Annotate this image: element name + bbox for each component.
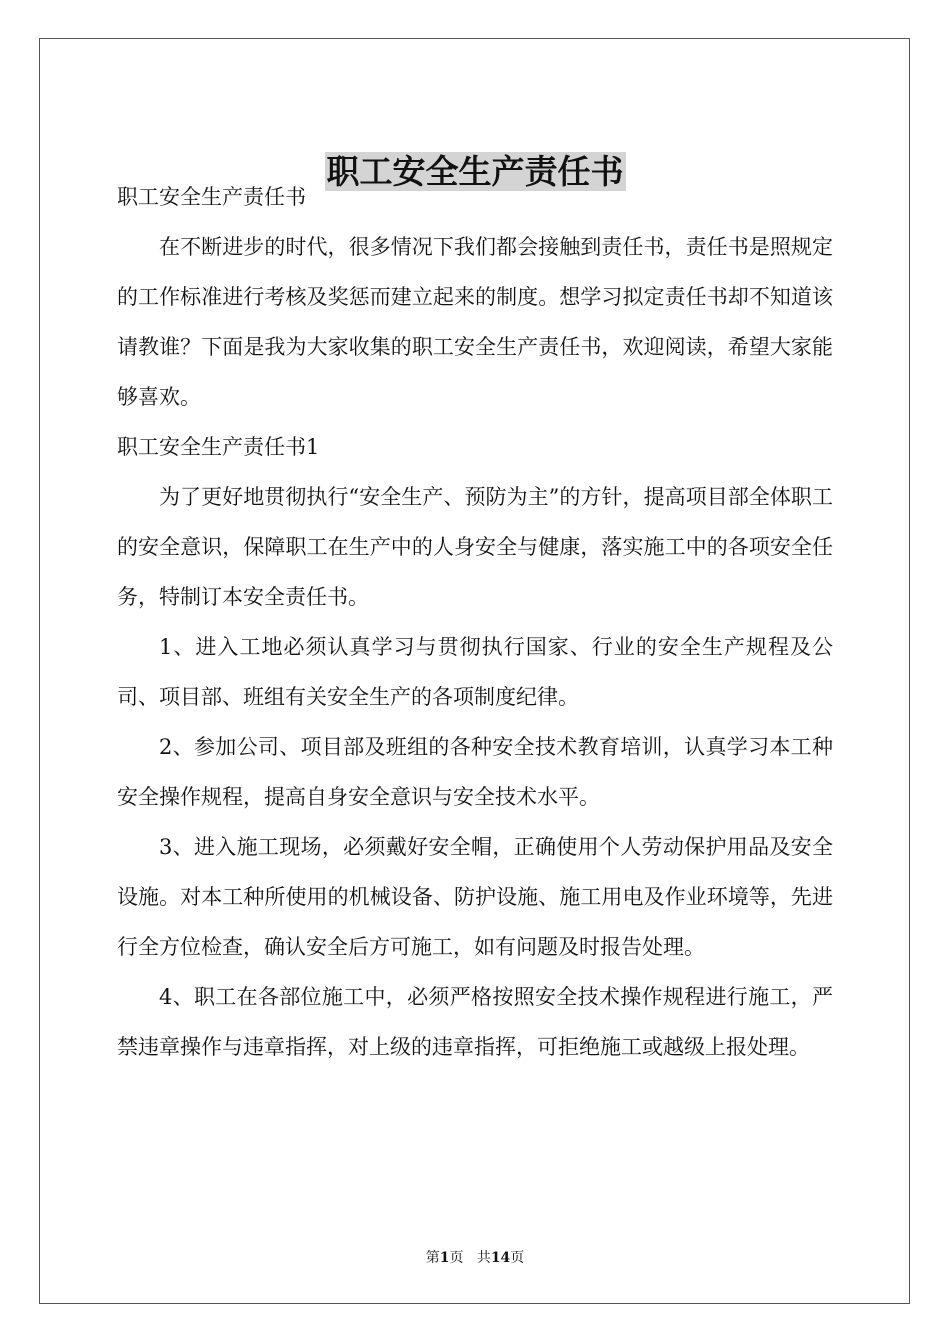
- document-title-text: 职工安全生产责任书: [326, 152, 624, 192]
- page-suffix: 页: [449, 1250, 464, 1266]
- total-prefix: 共: [476, 1250, 491, 1266]
- intro-paragraph: 在不断进步的时代，很多情况下我们都会接触到责任书，责任书是照规定的工作标准进行考核及奖惩而建立起来的制度。想学习拟定责任书却不知道该请教谁？下面是我为大家收集的职工安全生产责任书，欢迎阅读，希望大家能够喜欢。: [117, 235, 833, 409]
- list-item: 2、参加公司、项目部及班组的各种安全技术教育培训，认真学习本工种安全操作规程，提高自身安全意识与安全技术水平。: [117, 735, 833, 809]
- total-suffix: 页: [510, 1250, 525, 1266]
- list-item: 1、进入工地必须认真学习与贯彻执行国家、行业的安全生产规程及公司、项目部、班组有关安全生产的各项制度纪律。: [117, 635, 833, 709]
- document-body: [117, 172, 833, 1072]
- total-pages: 14: [490, 1250, 511, 1266]
- list-item: 4、职工在各部位施工中，必须严格按照安全技术操作规程进行施工，严禁违章操作与违章指挥，对上级的违章指挥，可拒绝施工或越级上报处理。: [117, 985, 833, 1059]
- page-number: 1: [439, 1250, 450, 1266]
- page-prefix: 第: [425, 1250, 440, 1266]
- document-subtitle: 职工安全生产责任书: [117, 185, 306, 209]
- list-item: 3、进入施工现场，必须戴好安全帽，正确使用个人劳动保护用品及安全设施。对本工种所使用的机械设备、防护设施、施工用电及作业环境等，先进行全方位检查，确认安全后方可施工，如有问题及时报告处理。: [117, 835, 833, 959]
- section-intro-paragraph: 为了更好地贯彻执行“安全生产、预防为主”的方针，提高项目部全体职工的安全意识，保障职工在生产中的人身安全与健康，落实施工中的各项安全任务，特制订本安全责任书。: [117, 485, 833, 609]
- page-footer: [0, 1248, 950, 1268]
- section-heading: 职工安全生产责任书1: [117, 435, 320, 459]
